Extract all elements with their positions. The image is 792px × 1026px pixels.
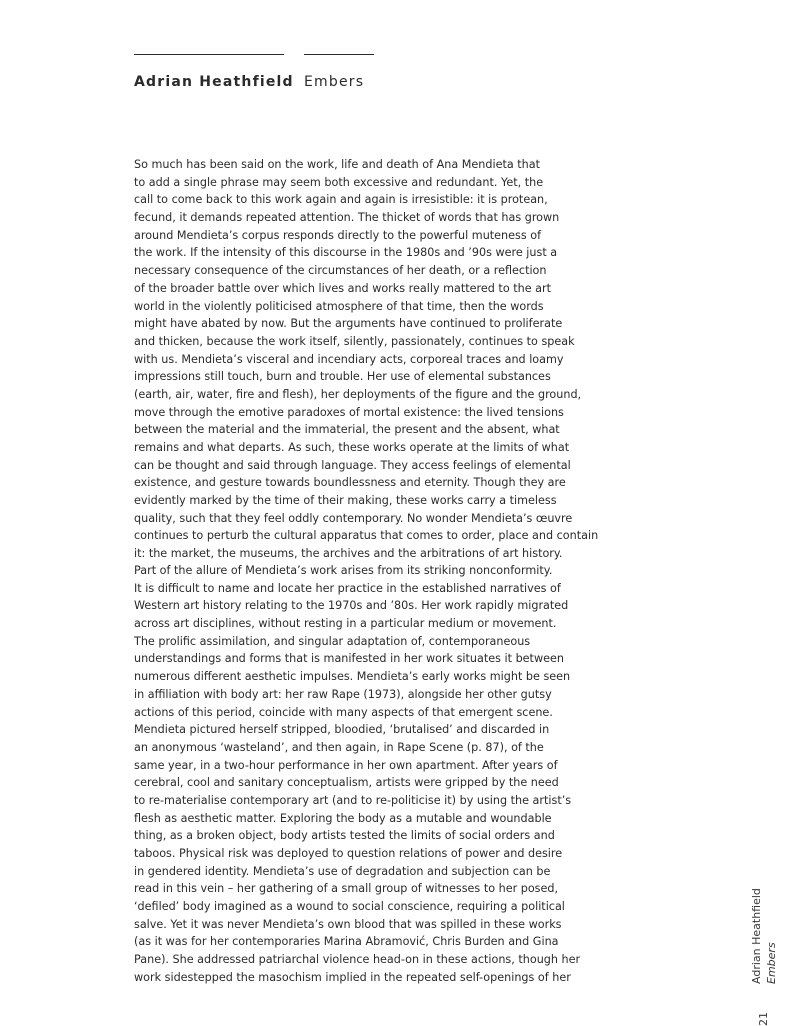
text-line: of the broader battle over which lives and works really mattered to the art — [134, 281, 551, 295]
text-line: call to come back to this work again and again is irresistible: it is protean, — [134, 193, 548, 207]
header-rule-right — [304, 54, 374, 55]
paragraph-2 — [134, 562, 580, 987]
author-name: Adrian Heathfield — [134, 74, 294, 90]
text-line: actions of this period, coincide with many aspects of that emergent scene. — [134, 705, 553, 719]
text-line: might have abated by now. But the arguments have continued to proliferate — [134, 317, 563, 331]
text-line: world in the violently politicised atmosphere of that time, then the words — [134, 299, 544, 313]
text-line: to add a single phrase may seem both excessive and redundant. Yet, the — [134, 175, 544, 189]
text-line: with us. Mendieta’s visceral and incendiary acts, corporeal traces and loamy — [134, 352, 564, 366]
text-line: ‘defiled’ body imagined as a wound to social conscience, requiring a political — [134, 900, 565, 914]
text-line: quality, such that they feel oddly contemporary. No wonder Mendieta’s œuvre — [134, 511, 573, 525]
text-line: evidently marked by the time of their making, these works carry a timeless — [134, 494, 557, 508]
running-footer — [749, 766, 783, 1026]
running-title: Embers — [765, 942, 778, 984]
running-author: Adrian Heathfield — [750, 888, 763, 984]
text-line: The prolific assimilation, and singular adaptation of, contemporaneous — [134, 634, 531, 648]
text-line: cerebral, cool and sanitary conceptualism, artists were gripped by the need — [134, 776, 559, 790]
text-line: salve. Yet it was never Mendieta’s own blood that was spilled in these works — [134, 917, 562, 931]
text-line: continues to perturb the cultural apparatus that comes to order, place and contain — [134, 529, 599, 543]
text-line: in gendered identity. Mendieta’s use of degradation and subjection can be — [134, 864, 551, 878]
text-line: Pane). She addressed patriarchal violence head-on in these actions, though her — [134, 953, 581, 967]
text-line: around Mendieta’s corpus responds directly to the powerful muteness of — [134, 228, 542, 242]
text-line: impressions still touch, burn and trouble. Her use of elemental substances — [134, 370, 551, 384]
text-line: it: the market, the museums, the archives and the arbitrations of art history. — [134, 547, 563, 561]
text-line: the work. If the intensity of this discourse in the 1980s and ’90s were just a — [134, 246, 558, 260]
text-line: across art disciplines, without resting in a particular medium or movement. — [134, 617, 557, 631]
text-line: necessary consequence of the circumstances of her death, or a reflection — [134, 264, 547, 278]
text-line: an anonymous ‘wasteland’, and then again, in Rape Scene (p. 87), of the — [134, 740, 544, 754]
paragraph-1 — [134, 156, 598, 563]
essay-title: Embers — [304, 74, 365, 90]
text-line: (earth, air, water, fire and flesh), her deployments of the figure and the ground, — [134, 387, 582, 401]
text-line: and thicken, because the work itself, silently, passionately, continues to speak — [134, 334, 575, 348]
page-number: 21 — [757, 1012, 770, 1026]
text-line: It is difficult to name and locate her practice in the established narratives of — [134, 581, 561, 595]
text-line: same year, in a two-hour performance in her own apartment. After years of — [134, 758, 558, 772]
text-line: to re-materialise contemporary art (and to re-politicise it) by using the artist’s — [134, 793, 572, 807]
text-line: understandings and forms that is manifested in her work situates it between — [134, 652, 564, 666]
text-line: between the material and the immaterial, the present and the absent, what — [134, 423, 560, 437]
header-rule-left — [134, 54, 284, 55]
text-line: So much has been said on the work, life and death of Ana Mendieta that — [134, 158, 540, 171]
text-line: taboos. Physical risk was deployed to question relations of power and desire — [134, 847, 563, 860]
text-line: can be thought and said through language. They access feelings of elemental — [134, 458, 571, 472]
text-line: thing, as a broken object, body artists tested the limits of social orders and — [134, 829, 555, 843]
text-line: (as it was for her contemporaries Marina Abramović, Chris Burden and Gina — [134, 935, 559, 949]
text-line: work sidestepped the masochism implied in the repeated self-openings of her — [134, 970, 571, 984]
text-line: in affiliation with body art: her raw Rape (1973), alongside her other gutsy — [134, 687, 552, 701]
text-line: numerous different aesthetic impulses. Mendieta’s early works might be seen — [134, 670, 571, 684]
text-line: Mendieta pictured herself stripped, bloodied, ‘brutalised’ and discarded in — [134, 723, 550, 737]
text-line: existence, and gesture towards boundlessness and eternity. Though they are — [134, 476, 566, 490]
text-line: remains and what departs. As such, these works operate at the limits of what — [134, 441, 570, 454]
text-line: Part of the allure of Mendieta’s work arises from its striking nonconformity. — [134, 564, 553, 577]
text-line: move through the emotive paradoxes of mortal existence: the lived tensions — [134, 405, 564, 419]
text-line: flesh as aesthetic matter. Exploring the body as a mutable and woundable — [134, 811, 552, 825]
text-line: read in this vein – her gathering of a small group of witnesses to her posed, — [134, 882, 559, 896]
text-line: fecund, it demands repeated attention. The thicket of words that has grown — [134, 211, 560, 225]
text-line: Western art history relating to the 1970s and ’80s. Her work rapidly migrated — [134, 599, 569, 613]
